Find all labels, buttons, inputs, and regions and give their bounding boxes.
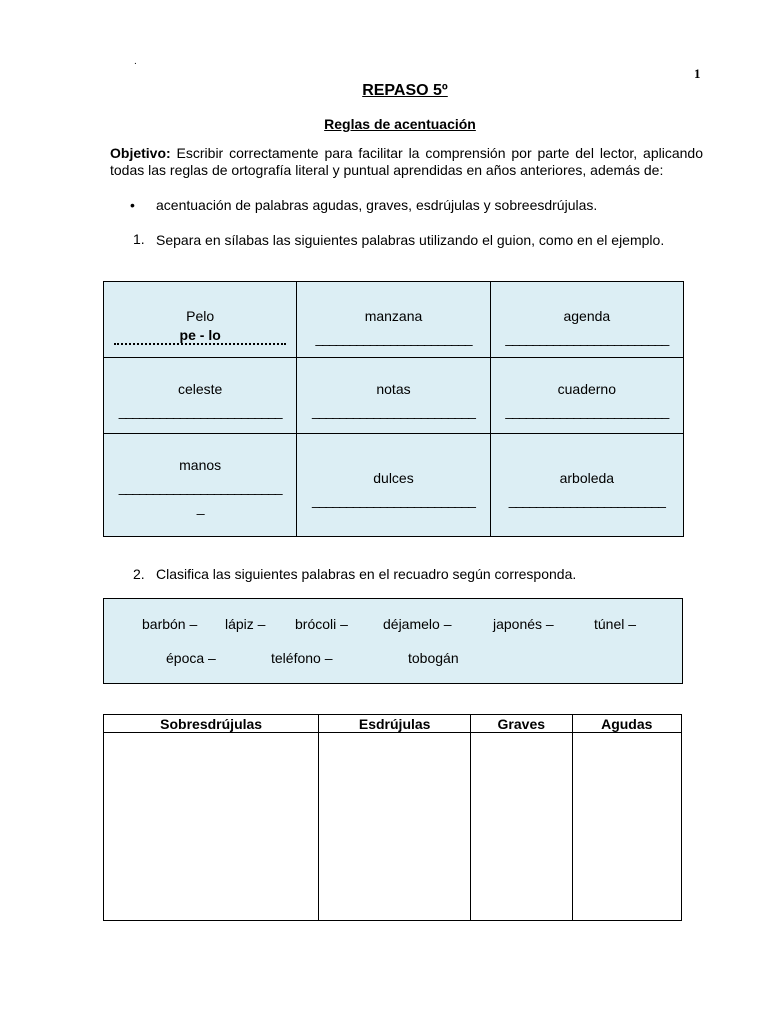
bullet-text: acentuación de palabras agudas, graves, esdrújulas y sobreesdrújulas. <box>156 197 598 213</box>
question-1-number: 1. <box>133 231 145 247</box>
classification-cell-esdrujulas[interactable] <box>319 733 471 921</box>
question-2-number: 2. <box>133 566 145 582</box>
column-header-agudas: Agudas <box>572 715 682 733</box>
objective-text: Escribir correctamente para facilitar la comprensión por parte del lector, aplicando todas las reglas de ortografía literal y puntual aprendidas en años anteriores, además de: <box>110 145 703 178</box>
syllable-cell <box>297 434 490 537</box>
question-1-text: Separa en sílabas las siguientes palabras utilizando el guion, como en el ejemplo. <box>156 232 665 248</box>
syllable-cell <box>297 282 490 358</box>
answer-line[interactable]: ________________________ <box>505 403 669 419</box>
answer-line[interactable]: _______________________ <box>508 492 665 508</box>
word-bank-item: japonés – <box>493 616 554 632</box>
syllable-cell <box>297 358 490 434</box>
word-bank-item: túnel – <box>594 616 637 632</box>
objective-paragraph <box>110 145 703 179</box>
page-subtitle: Reglas de acentuación <box>324 116 476 132</box>
word-bank-item: déjamelo – <box>383 616 452 632</box>
column-header-graves: Graves <box>471 715 572 733</box>
answer-line-continued[interactable]: _ <box>196 499 204 515</box>
syllable-word: dulces <box>373 470 414 486</box>
answer-line[interactable]: ________________________ <box>118 479 282 495</box>
syllable-grid <box>103 281 684 537</box>
page-number: 1 <box>694 66 701 81</box>
example-answer: pe - lo <box>114 327 286 345</box>
classification-cell-sobresdrujulas[interactable] <box>104 733 319 921</box>
syllable-cell <box>104 358 297 434</box>
column-header-esdrujulas: Esdrújulas <box>319 715 471 733</box>
answer-line[interactable]: ________________________ <box>118 403 282 419</box>
word-bank-item: época – <box>166 650 216 666</box>
syllable-row <box>104 434 684 537</box>
word-bank-item: barbón – <box>142 616 198 632</box>
answer-line[interactable]: ________________________ <box>312 403 475 419</box>
bullet-icon: • <box>130 197 135 213</box>
syllable-word: manos <box>179 457 222 473</box>
syllable-word: celeste <box>177 381 223 397</box>
answer-line[interactable]: ________________________ <box>312 492 475 508</box>
word-bank-item: brócoli – <box>295 616 348 632</box>
syllable-cell <box>104 282 297 358</box>
syllable-cell <box>490 282 683 358</box>
syllable-row <box>104 358 684 434</box>
classification-cell-agudas[interactable] <box>572 733 682 921</box>
syllable-word: notas <box>376 381 411 397</box>
syllable-word: arboleda <box>559 470 615 486</box>
syllable-word: Pelo <box>186 308 215 324</box>
objective-label: Objetivo: <box>110 145 171 161</box>
classification-header-row <box>104 715 682 733</box>
page-title: REPASO 5º <box>362 82 448 99</box>
word-bank <box>103 598 683 684</box>
word-bank-item: teléfono – <box>271 650 333 666</box>
answer-line[interactable]: ________________________ <box>505 330 669 346</box>
word-bank-item: lápiz – <box>225 616 266 632</box>
syllable-word: agenda <box>563 308 611 324</box>
classification-table <box>103 714 682 921</box>
syllable-word: manzana <box>364 308 423 324</box>
syllable-cell <box>490 434 683 537</box>
question-2-text: Clasifica las siguientes palabras en el recuadro según corresponda. <box>156 566 577 582</box>
syllable-row <box>104 282 684 358</box>
answer-line[interactable]: _______________________ <box>315 330 472 346</box>
syllable-cell <box>104 434 297 537</box>
word-bank-item: tobogán <box>408 650 459 666</box>
classification-cell-graves[interactable] <box>471 733 572 921</box>
page-dot: . <box>134 56 137 67</box>
classification-body-row <box>104 733 682 921</box>
syllable-word: cuaderno <box>557 381 617 397</box>
column-header-sobresdrujulas: Sobresdrújulas <box>104 715 319 733</box>
syllable-cell <box>490 358 683 434</box>
